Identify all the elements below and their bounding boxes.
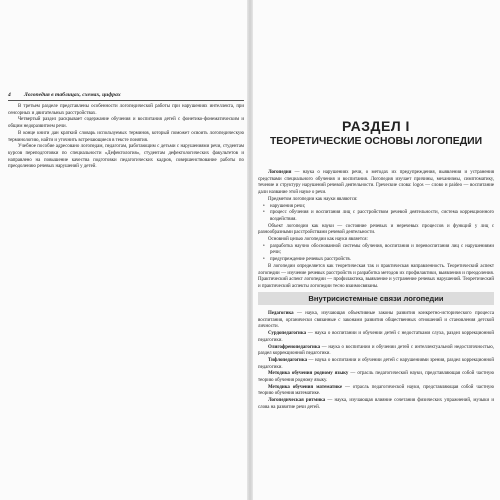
paragraph: В конце книги дан краткий словарь используемых терминов, который поможет освоить логопедическую терминологию, найти и уточнить встречающиеся в тексте понятия. bbox=[8, 130, 244, 143]
running-head-title: Логопедия в таблицах, схемах, цифрах bbox=[24, 92, 121, 98]
relation-paragraph bbox=[258, 331, 494, 344]
relation-term: Педагогика bbox=[268, 311, 294, 316]
list-item-text: процесс обучения и воспитания лиц с расстройством речевой деятельности, система коррекционного воздействия. bbox=[270, 210, 494, 222]
relation-paragraph bbox=[258, 398, 494, 411]
paragraph: Учебное пособие адресовано логопедам, педагогам, работающим с детьми с нарушениями речи, студентам курсов переподготовки по специальности «Дефектология», студентам дефектологических факультетов и направлено на повышение качества подготовки педагогических кадров, совершенствование работы по преодолению речевых нарушений у детей. bbox=[8, 144, 244, 170]
bullet-icon: • bbox=[263, 210, 265, 216]
relation-term: Методика обучения родному языку bbox=[268, 371, 349, 377]
tasks-intro: Основной целью логопедии как науки является: bbox=[268, 237, 368, 243]
relation-paragraph bbox=[258, 385, 494, 398]
subsection-heading: Внутрисистемные связи логопедии bbox=[258, 292, 494, 305]
relation-text: — отрасль педагогической науки, представляющая собой частную теорию обучения математике. bbox=[258, 384, 494, 397]
relation-term: Методика обучения математике bbox=[268, 384, 342, 390]
paragraph: Четвертый раздел раскрывает содержание обучения и воспитания детей с фонетико-фонематическим и общим недоразвитием речи. bbox=[8, 117, 244, 130]
paragraph: В третьем разделе представлены особенности логопедической работы при нарушениях интеллекта, при сенсорных и двигательных расстройствах. bbox=[8, 104, 244, 116]
definition-text: — наука о нарушениях речи, о методах их предупреждения, выявления и устранения средствами специального обучения и воспитания. Логопедия изучает причины, механизмы, симптоматику, течение и структуру нарушений речевой деятельности. Греческие слова: logos — слово и paideo — воспитание дали название этой науке о речи. bbox=[258, 170, 494, 196]
relations-text bbox=[258, 311, 494, 412]
relation-paragraph bbox=[258, 358, 494, 371]
section-number: РАЗДЕЛ I bbox=[342, 118, 410, 134]
subject-list bbox=[258, 204, 494, 224]
section-title: ТЕОРЕТИЧЕСКИЕ ОСНОВЫ ЛОГОПЕДИИ bbox=[269, 136, 483, 147]
section-intro-text bbox=[258, 170, 494, 291]
list-item-text: предупреждение речевых расстройств. bbox=[270, 257, 351, 263]
left-page-text bbox=[8, 104, 244, 171]
relation-text: — наука, изучающая влияние сочетания физических упражнений, музыки и слова на развитие речи детей. bbox=[258, 398, 494, 410]
tasks-list bbox=[258, 244, 494, 264]
list-item bbox=[258, 257, 494, 264]
list-item bbox=[258, 244, 494, 257]
list-item-text: разработка научно обоснованной системы обучения, воспитания и перевоспитания лиц с нарушениями речи; bbox=[270, 243, 494, 256]
subject-intro: Предметом логопедии как науки являются: bbox=[268, 196, 358, 202]
practice-paragraph: В логопедии определяется как теоретическая так и практическая направленность. Теоретический аспект логопедии — изучение речевых расстройств и разработка методов их профилактики, выявления и преодоления. Практический аспект логопедии — профилактика, выявление и устранение речевых нарушений. Теоретический и практический аспекты логопедии тесно взаимосвязаны. bbox=[258, 263, 494, 289]
relation-term: Тифлопедагогика bbox=[268, 357, 308, 363]
relation-term: Сурдопедагогика bbox=[268, 331, 307, 337]
relation-text: — наука о воспитании и обучении детей с интеллектуальной недостаточностью, раздел коррекционной педагогики. bbox=[258, 344, 494, 357]
page-number: 4 bbox=[8, 92, 11, 98]
bullet-icon: • bbox=[263, 257, 265, 263]
left-page bbox=[0, 0, 247, 500]
definition-paragraph bbox=[258, 170, 494, 197]
defined-term: Логопедия bbox=[268, 170, 292, 175]
bullet-icon: • bbox=[263, 203, 265, 209]
bullet-icon: • bbox=[263, 243, 265, 249]
relation-paragraph bbox=[258, 371, 494, 384]
list-item bbox=[258, 210, 494, 223]
relation-text: — отрасль педагогической науки, представляющая собой частную теорию обучения родному языку. bbox=[258, 371, 494, 384]
relation-paragraph bbox=[258, 311, 494, 331]
relation-term: Олигофренопедагогика bbox=[268, 344, 321, 350]
relation-term: Логопедическая ритмика bbox=[268, 398, 326, 404]
relation-text: — наука о воспитании и обучении детей с нарушениями зрения, раздел коррекционной педагогики. bbox=[258, 357, 494, 370]
object-paragraph: Объект логопедии как науки — состояние речевых и неречевых процессов и функций у лиц с разнообразными расстройствами речевой деятельности. bbox=[258, 223, 494, 236]
relation-text: — наука, изучающая объективные законы развития конкретно-исторического процесса воспитания, органически связанные с законами развития общественных отношений и становления детской личности. bbox=[258, 311, 494, 330]
relation-paragraph bbox=[258, 345, 494, 358]
list-item-text: нарушения речи; bbox=[270, 203, 306, 209]
list-item bbox=[258, 204, 494, 211]
relation-text: — наука о воспитании и обучении детей с недостатками слуха, раздел коррекционной педагогики. bbox=[258, 331, 494, 343]
running-head bbox=[8, 91, 244, 101]
